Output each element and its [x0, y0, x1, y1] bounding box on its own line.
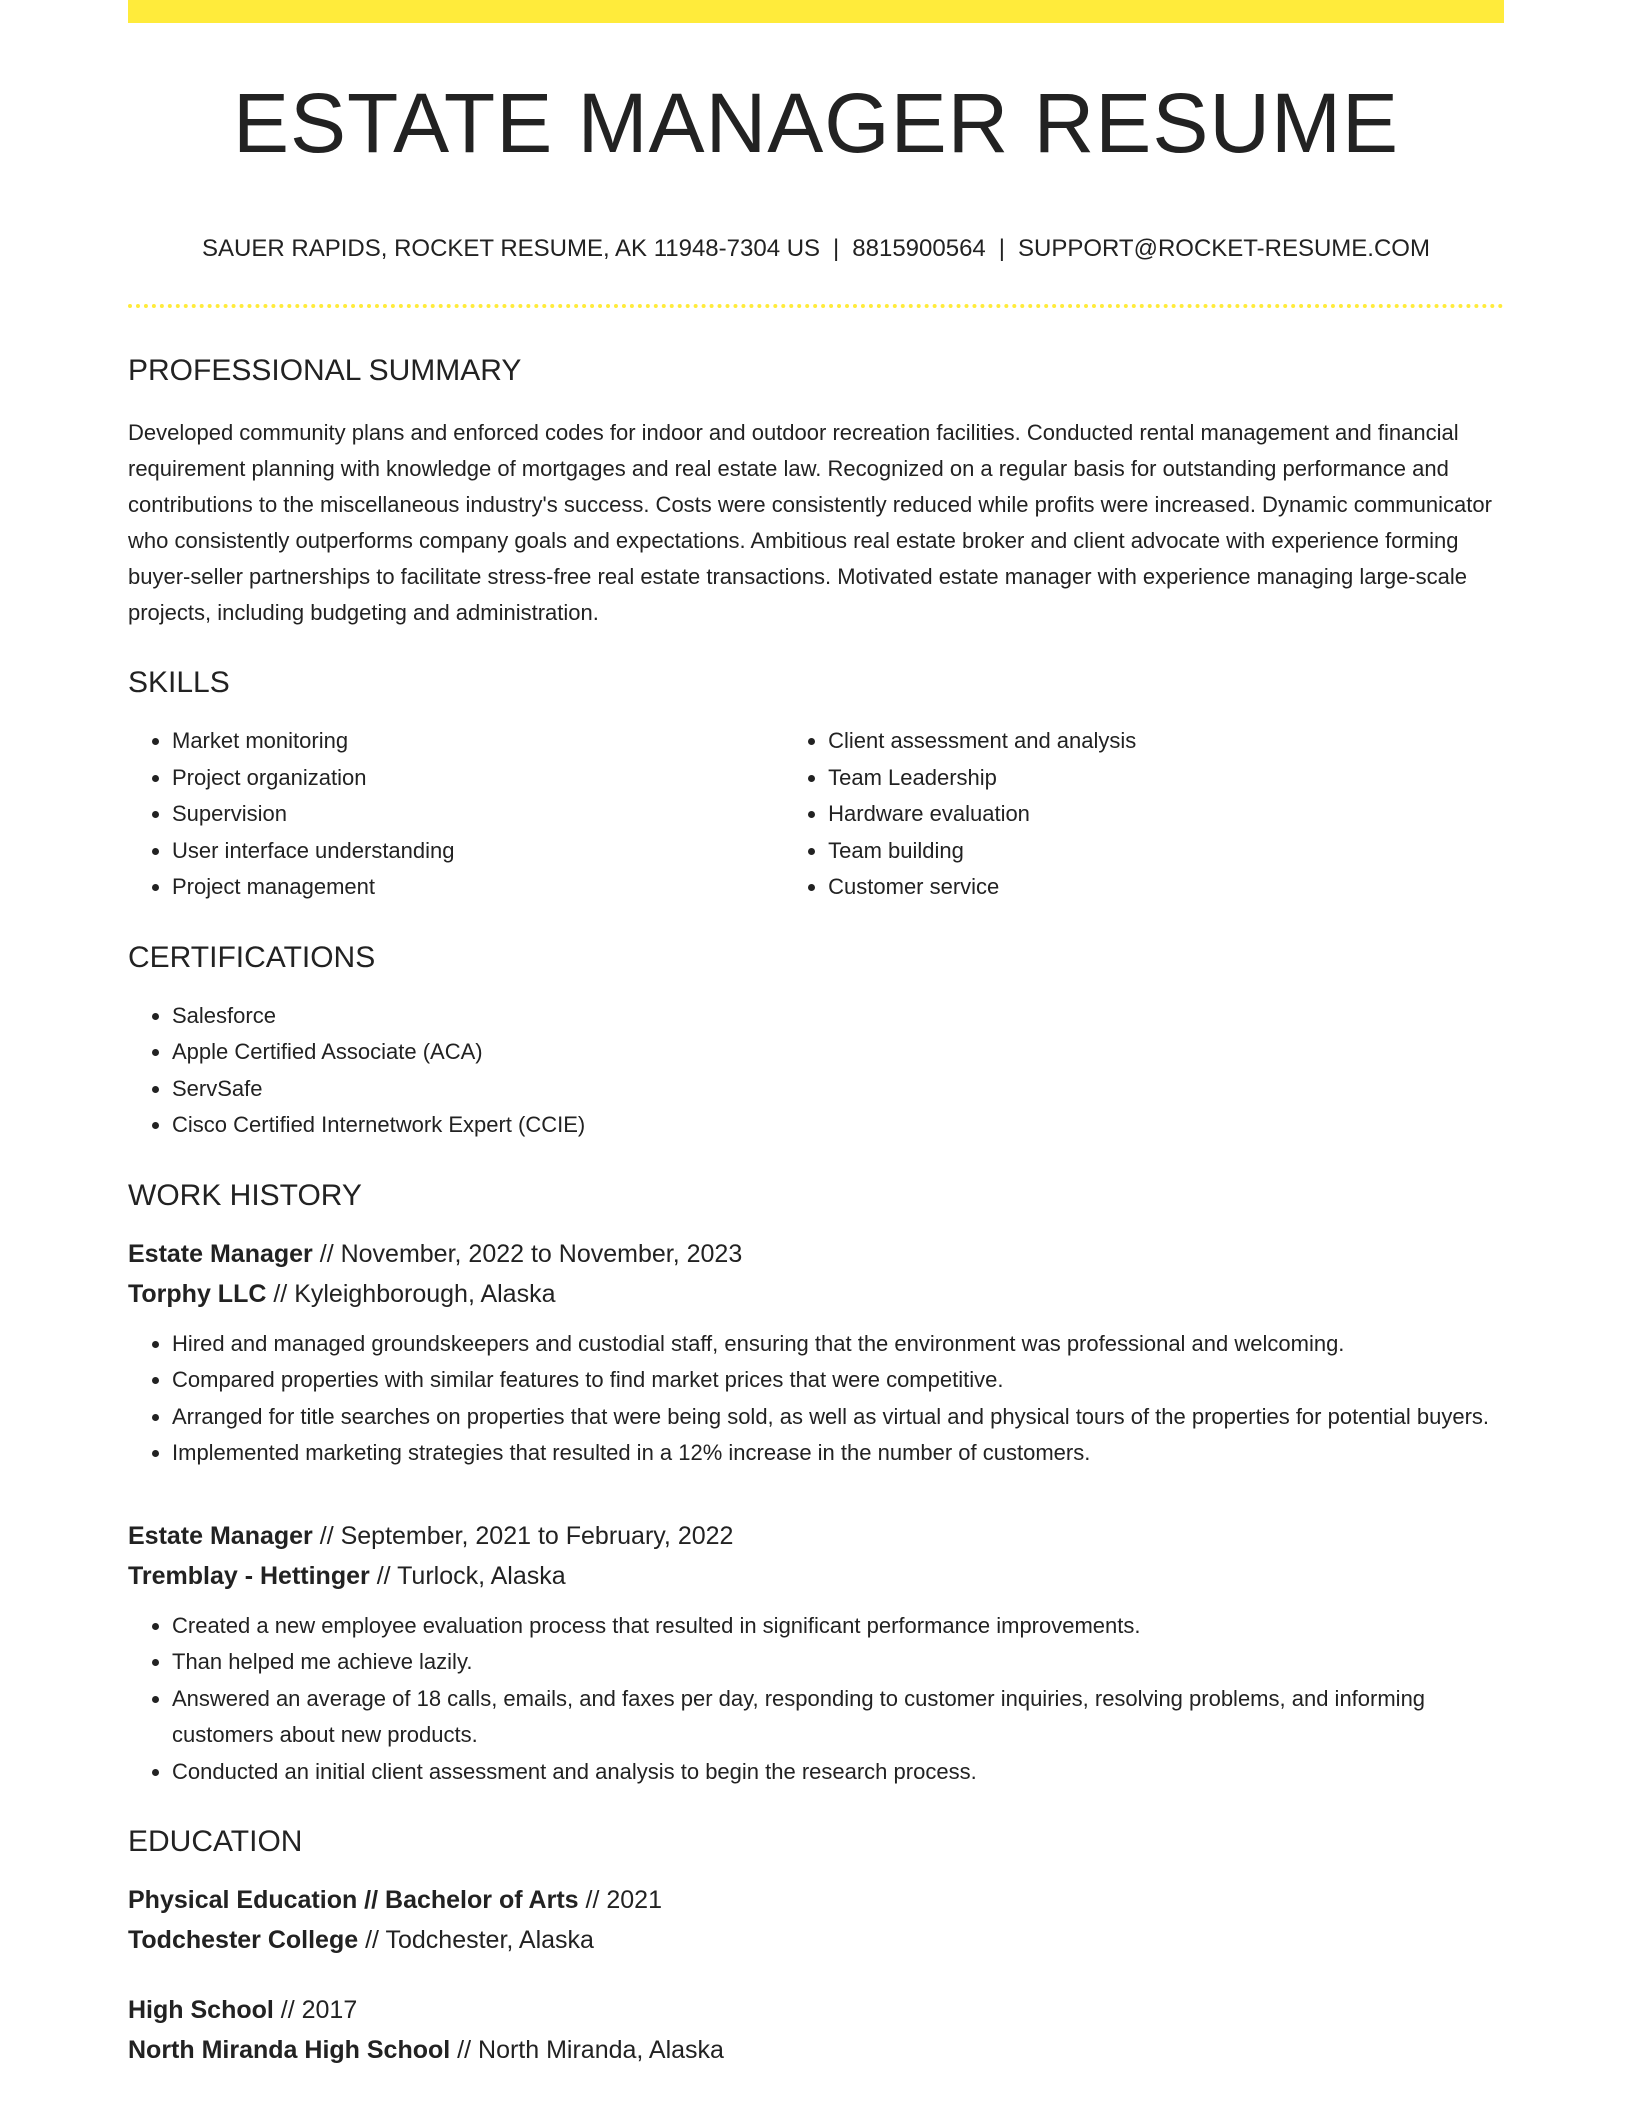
education-degree-line — [128, 1990, 1504, 2030]
section-heading-certifications: CERTIFICATIONS — [128, 940, 376, 974]
contact-phone: 8815900564 — [852, 235, 986, 263]
skill-item: • Project organization — [172, 760, 784, 797]
skills-columns — [128, 723, 1504, 906]
certification-item: • ServSafe — [172, 1071, 1504, 1108]
education-year: // 2021 — [585, 1886, 662, 1915]
job-bullet: • Arranged for title searches on properties that were being sold, as well as virtual and physical tours of the properties for potential buyers. — [172, 1399, 1504, 1436]
job-location: // Turlock, Alaska — [376, 1561, 566, 1590]
education-section — [128, 1824, 1504, 2070]
dotted-divider — [128, 304, 1504, 308]
education-school: North Miranda High School — [128, 2036, 451, 2065]
job-bullet: • Hired and managed groundskeepers and custodial staff, ensuring that the environment was professional and welcoming. — [172, 1326, 1504, 1363]
certifications-section — [128, 940, 1504, 1144]
certification-item: • Salesforce — [172, 998, 1504, 1035]
job-bullet: • Created a new employee evaluation process that resulted in significant performance improvements. — [172, 1608, 1504, 1645]
education-school-line — [128, 1920, 1504, 1960]
education-location: // Todchester, Alaska — [365, 1926, 594, 1955]
job-title-line — [128, 1234, 1504, 1274]
resume-title: ESTATE MANAGER RESUME — [232, 76, 1400, 170]
education-entry — [128, 1990, 1504, 2070]
resume-page — [128, 0, 1504, 2070]
section-heading-summary: PROFESSIONAL SUMMARY — [128, 354, 522, 388]
certification-item: • Cisco Certified Internetwork Expert (CCIE) — [172, 1107, 1504, 1144]
job-dates: // September, 2021 to February, 2022 — [319, 1521, 734, 1550]
skill-item: • Team building — [828, 833, 1504, 870]
job-title: Estate Manager — [128, 1521, 313, 1550]
certification-item: • Apple Certified Associate (ACA) — [172, 1034, 1504, 1071]
education-year: // 2017 — [280, 1996, 358, 2025]
skill-item: • Client assessment and analysis — [828, 723, 1504, 760]
skill-item: • Market monitoring — [172, 723, 784, 760]
job-bullets — [128, 1608, 1504, 1791]
contact-separator: | — [833, 235, 840, 263]
section-heading-skills: SKILLS — [128, 666, 230, 700]
education-degree: Physical Education // Bachelor of Arts — [128, 1886, 579, 1915]
skill-item: • Supervision — [172, 796, 784, 833]
skills-section — [128, 665, 1504, 906]
education-school: Todchester College — [128, 1926, 359, 1955]
job-bullet: • Answered an average of 18 calls, emails, and faxes per day, responding to customer inquiries, resolving problems, and informing customers about new products. — [172, 1681, 1504, 1754]
education-degree: High School — [128, 1996, 274, 2025]
education-entry — [128, 1880, 1504, 1960]
section-heading-education: EDUCATION — [128, 1825, 303, 1859]
contact-separator: | — [998, 235, 1005, 263]
skill-item: • Team Leadership — [828, 760, 1504, 797]
job-company: Tremblay - Hettinger — [128, 1561, 370, 1590]
job-bullet: • Than helped me achieve lazily. — [172, 1644, 1504, 1681]
contact-email: SUPPORT@ROCKET-RESUME.COM — [1018, 235, 1430, 263]
contact-line — [128, 235, 1504, 264]
job-title-line — [128, 1516, 1504, 1556]
skills-list-left — [128, 723, 784, 906]
job-bullet: • Conducted an initial client assessment and analysis to begin the research process. — [172, 1754, 1504, 1791]
work-history-section — [128, 1178, 1504, 1791]
summary-text: Developed community plans and enforced codes for indoor and outdoor recreation facilities. Conducted rental management and financial requirement planning with knowledge of mortgages and real estate law. Recognized on a regular basis for outstanding performance and contributions to the miscellaneous industry's success. Costs were consistently reduced while profits were increased. Dynamic communicator who consistently outperforms company goals and expectations. Ambitious real estate broker and client advocate with experience forming buyer-seller partnerships to facilitate stress-free real estate transactions. Motivated estate manager with experience managing large-scale projects, including budgeting and administration. — [128, 420, 1492, 626]
job-entry — [128, 1516, 1504, 1791]
skill-item: • Hardware evaluation — [828, 796, 1504, 833]
skill-item: • Customer service — [828, 869, 1504, 906]
contact-address: SAUER RAPIDS, ROCKET RESUME, AK 11948-7304 US — [202, 235, 821, 263]
education-degree-line — [128, 1880, 1504, 1920]
education-school-line — [128, 2030, 1504, 2070]
summary-section — [128, 353, 1504, 631]
skill-item: • User interface understanding — [172, 833, 784, 870]
top-accent-bar — [128, 0, 1504, 23]
job-dates: // November, 2022 to November, 2023 — [319, 1239, 743, 1268]
job-entry — [128, 1234, 1504, 1472]
skills-list-right — [784, 723, 1504, 906]
job-bullet: • Implemented marketing strategies that resulted in a 12% increase in the number of customers. — [172, 1435, 1504, 1472]
job-location: // Kyleighborough, Alaska — [273, 1279, 556, 1308]
job-bullets — [128, 1326, 1504, 1472]
job-company-line — [128, 1556, 1504, 1596]
job-company-line — [128, 1274, 1504, 1314]
section-heading-work-history: WORK HISTORY — [128, 1178, 362, 1212]
job-bullet: • Compared properties with similar features to find market prices that were competitive. — [172, 1362, 1504, 1399]
job-title: Estate Manager — [128, 1239, 313, 1268]
certifications-list — [128, 998, 1504, 1144]
education-location: // North Miranda, Alaska — [457, 2036, 724, 2065]
skill-item: • Project management — [172, 869, 784, 906]
job-company: Torphy LLC — [128, 1279, 267, 1308]
